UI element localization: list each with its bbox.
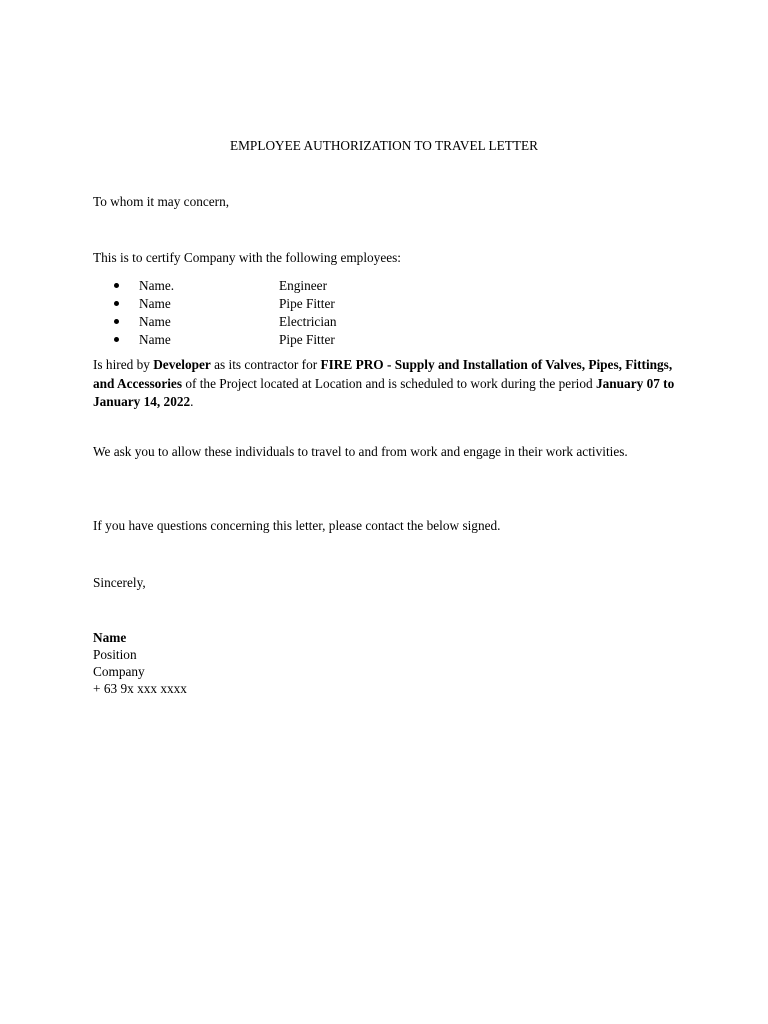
signatory-name: Name <box>93 630 127 645</box>
closing: Sincerely, <box>93 575 146 590</box>
employee-role: Pipe Fitter <box>279 296 335 311</box>
hired-text: Is hired by <box>93 357 154 372</box>
employee-role: Electrician <box>279 314 337 329</box>
signatory-company: Company <box>93 664 145 679</box>
signature-block <box>93 629 187 697</box>
employee-role: Engineer <box>279 278 327 293</box>
work-period: January 07 to January 14, 2022 <box>93 375 675 409</box>
hired-paragraph <box>93 356 683 412</box>
hired-text: as its contractor for <box>210 357 321 372</box>
employee-name: Name <box>139 314 171 329</box>
request-paragraph: We ask you to allow these individuals to travel to and from work and engage in their work activities. <box>93 444 628 459</box>
employee-role: Pipe Fitter <box>279 332 335 347</box>
signatory-position: Position <box>93 647 137 662</box>
letter-title: EMPLOYEE AUTHORIZATION TO TRAVEL LETTER <box>229 138 539 153</box>
hired-text: of the Project located at Location and is scheduled to work during the period <box>182 375 596 391</box>
project-title: FIRE PRO - Supply and Installation of Valves, Pipes, Fittings, and Accessories <box>93 357 673 391</box>
greeting: To whom it may concern, <box>93 194 230 209</box>
hired-text: . <box>190 394 194 409</box>
signatory-phone: + 63 9x xxx xxxx <box>93 681 187 696</box>
intro-paragraph: This is to certify Company with the following employees: <box>93 250 401 265</box>
employee-name: Name. <box>139 278 175 293</box>
employee-name: Name <box>139 332 171 347</box>
developer-name: Developer <box>153 357 211 372</box>
questions-paragraph: If you have questions concerning this letter, please contact the below signed. <box>93 518 501 533</box>
employee-name: Name <box>139 296 171 311</box>
